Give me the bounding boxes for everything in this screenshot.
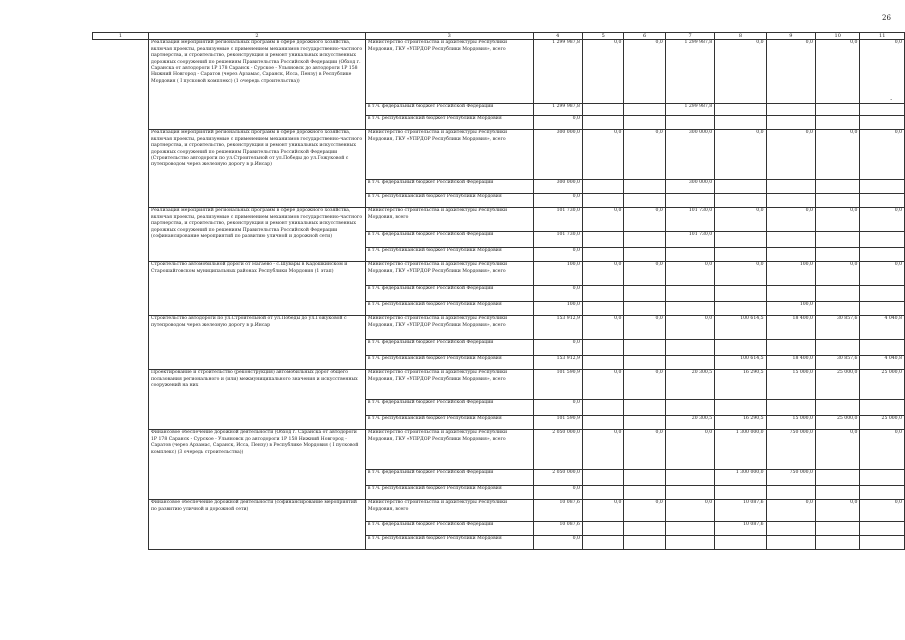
measure-name-cell: Строительство автодороги по ул.Строительной от ул.Победы до ул.Гожуковой с путепроводом через железную дорогу в р.Инсар: [149, 316, 366, 370]
column-number: 8: [715, 33, 766, 40]
amount-cell: 18 400,0: [766, 356, 815, 370]
amount-cell: [815, 302, 859, 316]
measure-name-cell: Реализация мероприятий региональных программ в сфере дорожного хозяйства, включая проекты, реализуемые с применением механизмов государственно-частного партнерства, и строительство, реконструкция и ремонт уникальных искусственных дорожных сооружений по решениям Правительства Российской Федерации (Строительство автодороги по ул.Строительной от ул.Победы до ул.Гожуковой с путепроводом через железную дорогу в р.Инсар): [149, 130, 366, 208]
measure-name-cell: Строительство автомобильной дороги от Нагаево - с.Шувары в Кадошкинском и Старошайговском муниципальных районах Республики Мордовия (1 этап): [149, 262, 366, 316]
amount-cell: 0,0: [533, 486, 582, 500]
amount-cell: 10 087,6: [533, 522, 582, 536]
amount-cell: [860, 180, 905, 194]
table-row: [149, 40, 905, 104]
amount-cell: [860, 340, 905, 356]
amount-cell: [766, 400, 815, 416]
amount-cell: 0,0: [624, 500, 665, 522]
amount-cell: [582, 400, 623, 416]
amount-cell: [766, 536, 815, 550]
amount-cell: [815, 470, 859, 486]
amount-cell: [715, 104, 766, 116]
amount-cell: [582, 116, 623, 130]
amount-cell: 1 300 000,0: [715, 430, 766, 470]
amount-cell: [860, 248, 905, 262]
amount-cell: [624, 248, 665, 262]
amount-cell: 0,0: [860, 262, 905, 286]
column-number: 4: [533, 33, 582, 40]
amount-cell: [624, 104, 665, 116]
amount-cell: [582, 340, 623, 356]
amount-cell: [715, 302, 766, 316]
column-number: 5: [582, 33, 623, 40]
amount-cell: 0,0: [815, 40, 859, 104]
amount-cell: [624, 416, 665, 430]
amount-cell: 30 857,6: [815, 316, 859, 340]
amount-cell: [582, 356, 623, 370]
amount-cell: 0,0: [624, 40, 665, 104]
amount-cell: [665, 248, 714, 262]
amount-cell: 0,0: [533, 340, 582, 356]
amount-cell: [582, 232, 623, 248]
amount-cell: [766, 194, 815, 208]
amount-cell: 0,0: [715, 208, 766, 232]
amount-cell: 1 300 000,0: [715, 470, 766, 486]
amount-cell: 0,0: [665, 500, 714, 522]
column-number: 9: [766, 33, 815, 40]
amount-cell: 0,0: [533, 194, 582, 208]
executor-cell: в т.ч. республиканский бюджет Республики Мордовия: [365, 302, 533, 316]
amount-cell: [665, 286, 714, 302]
amount-cell: [860, 400, 905, 416]
amount-cell: [665, 486, 714, 500]
amount-cell: 15 000,0: [766, 416, 815, 430]
amount-cell: [715, 400, 766, 416]
amount-cell: [715, 116, 766, 130]
amount-cell: 0,0: [533, 248, 582, 262]
amount-cell: 0,0: [665, 262, 714, 286]
amount-cell: [624, 116, 665, 130]
amount-cell: 0,0: [533, 286, 582, 302]
amount-cell: [815, 248, 859, 262]
amount-cell: 4 040,8: [860, 316, 905, 340]
amount-cell: [624, 194, 665, 208]
amount-cell: 30 857,6: [815, 356, 859, 370]
amount-cell: [665, 470, 714, 486]
budget-table: [148, 32, 905, 550]
amount-cell: 300 000,0: [665, 130, 714, 180]
amount-cell: 0,0: [860, 40, 905, 104]
amount-cell: 16 290,5: [715, 370, 766, 400]
amount-cell: [665, 194, 714, 208]
amount-cell: 750 000,0: [766, 430, 815, 470]
amount-cell: [860, 302, 905, 316]
executor-cell: в т.ч. республиканский бюджет Республики Мордовия: [365, 356, 533, 370]
amount-cell: 0,0: [582, 208, 623, 232]
amount-cell: 1 299 987,8: [665, 104, 714, 116]
executor-cell: Министерство строительства и архитектуры Республики Мордовия, ГКУ «УПРДОР Республики Мордовия», всего: [365, 316, 533, 340]
amount-cell: [815, 194, 859, 208]
amount-cell: 153 912,9: [533, 316, 582, 340]
amount-cell: [815, 536, 859, 550]
amount-cell: 300 000,0: [533, 180, 582, 194]
amount-cell: [860, 232, 905, 248]
amount-cell: [665, 340, 714, 356]
amount-cell: 2 050 000,0: [533, 470, 582, 486]
measure-name-cell: Проектирование и строительство (реконструкция) автомобильных дорог общего пользования регионального и (или) межмуниципального значения и искусственных сооружений на них: [149, 370, 366, 430]
amount-cell: 0,0: [582, 262, 623, 286]
amount-cell: 0,0: [533, 116, 582, 130]
amount-cell: 100,0: [533, 262, 582, 286]
column-number: 3: [365, 33, 533, 40]
amount-cell: 0,0: [766, 40, 815, 104]
amount-cell: [715, 180, 766, 194]
amount-cell: [624, 522, 665, 536]
amount-cell: [624, 180, 665, 194]
executor-cell: в т.ч. республиканский бюджет Республики Мордовия: [365, 416, 533, 430]
amount-cell: [766, 248, 815, 262]
amount-cell: [715, 286, 766, 302]
amount-cell: 0,0: [766, 500, 815, 522]
amount-cell: 15 000,0: [766, 370, 815, 400]
amount-cell: 0,0: [533, 400, 582, 416]
amount-cell: [624, 286, 665, 302]
amount-cell: [766, 340, 815, 356]
amount-cell: 0,0: [715, 262, 766, 286]
amount-cell: 10 087,6: [715, 522, 766, 536]
amount-cell: 0,0: [860, 130, 905, 180]
executor-cell: в т.ч. федеральный бюджет Российской Федерации: [365, 104, 533, 116]
executor-cell: в т.ч. федеральный бюджет Российской Федерации: [365, 522, 533, 536]
amount-cell: [815, 116, 859, 130]
amount-cell: [766, 104, 815, 116]
amount-cell: [815, 400, 859, 416]
amount-cell: 0,0: [624, 262, 665, 286]
amount-cell: [766, 486, 815, 500]
executor-cell: в т.ч. федеральный бюджет Российской Федерации: [365, 400, 533, 416]
amount-cell: [766, 522, 815, 536]
amount-cell: [624, 340, 665, 356]
amount-cell: [860, 522, 905, 536]
executor-cell: Министерство строительства и архитектуры Республики Мордовия, всего: [365, 500, 533, 522]
amount-cell: 18 400,0: [766, 316, 815, 340]
amount-cell: 750 000,0: [766, 470, 815, 486]
amount-cell: 0,0: [860, 208, 905, 232]
amount-cell: [715, 340, 766, 356]
column-number: 7: [665, 33, 714, 40]
amount-cell: [624, 536, 665, 550]
table-row: [149, 430, 905, 470]
amount-cell: 0,0: [815, 500, 859, 522]
executor-cell: в т.ч. федеральный бюджет Российской Федерации: [365, 180, 533, 194]
amount-cell: 16 290,5: [715, 416, 766, 430]
amount-cell: 0,0: [582, 430, 623, 470]
amount-cell: 0,0: [624, 208, 665, 232]
amount-cell: [665, 116, 714, 130]
table-row: [149, 262, 905, 286]
amount-cell: 101 590,9: [533, 416, 582, 430]
amount-cell: [582, 194, 623, 208]
amount-cell: 25 000,0: [860, 370, 905, 400]
executor-cell: в т.ч. республиканский бюджет Республики Мордовия: [365, 248, 533, 262]
executor-cell: Министерство строительства и архитектуры Республики Мордовия, всего: [365, 208, 533, 232]
measure-name-cell: Финансовое обеспечение дорожной деятельности (софинансирование мероприятий по развитию уличной и дорожной сети): [149, 500, 366, 550]
amount-cell: [624, 400, 665, 416]
executor-cell: в т.ч. республиканский бюджет Республики Мордовия: [365, 486, 533, 500]
amount-cell: 0,0: [533, 536, 582, 550]
amount-cell: [766, 180, 815, 194]
amount-cell: 0,0: [815, 208, 859, 232]
amount-cell: [860, 536, 905, 550]
amount-cell: [815, 180, 859, 194]
table-row: [149, 130, 905, 180]
executor-cell: Министерство строительства и архитектуры Республики Мордовия, ГКУ «УПРДОР Республики Мордовия», всего: [365, 370, 533, 400]
amount-cell: 100,0: [766, 262, 815, 286]
amount-cell: 25 000,0: [815, 370, 859, 400]
executor-cell: Министерство строительства и архитектуры Республики Мордовия, ГКУ «УПРДОР Республики Мордовия», всего: [365, 262, 533, 286]
amount-cell: [665, 302, 714, 316]
amount-cell: 0,0: [582, 370, 623, 400]
amount-cell: [715, 486, 766, 500]
amount-cell: 0,0: [815, 262, 859, 286]
amount-cell: [815, 286, 859, 302]
executor-cell: Министерство строительства и архитектуры Республики Мордовия, ГКУ «УПРДОР Республики Мордовия», всего: [365, 430, 533, 470]
amount-cell: [766, 286, 815, 302]
amount-cell: [624, 486, 665, 500]
amount-cell: [582, 180, 623, 194]
table-row: [149, 316, 905, 340]
amount-cell: [860, 286, 905, 302]
amount-cell: 20 300,5: [665, 370, 714, 400]
amount-cell: 0,0: [665, 316, 714, 340]
amount-cell: [815, 104, 859, 116]
amount-cell: 1 299 987,8: [665, 40, 714, 104]
amount-cell: 100,0: [766, 302, 815, 316]
amount-cell: 101 730,0: [533, 208, 582, 232]
amount-cell: [860, 486, 905, 500]
margin-mark: ·: [890, 96, 893, 104]
amount-cell: [582, 416, 623, 430]
amount-cell: 100 614,5: [715, 316, 766, 340]
amount-cell: [582, 286, 623, 302]
amount-cell: 101 730,0: [665, 208, 714, 232]
amount-cell: [860, 104, 905, 116]
amount-cell: [815, 522, 859, 536]
column-number: 11: [860, 33, 905, 40]
amount-cell: 100,0: [533, 302, 582, 316]
executor-cell: в т.ч. федеральный бюджет Российской Федерации: [365, 232, 533, 248]
amount-cell: [582, 302, 623, 316]
amount-cell: 300 000,0: [665, 180, 714, 194]
amount-cell: [766, 232, 815, 248]
amount-cell: [665, 400, 714, 416]
measure-name-cell: Реализация мероприятий региональных программ в сфере дорожного хозяйства, включая проекты, реализуемые с применением механизмов государственно-частного партнерства, и строительство, реконструкция и ремонт уникальных искусственных дорожных сооружений по решениям Правительства Российской Федерации (Обход г. Саранска от автодороги 1Р 178 Саранск - Сурское - Ульяновск до автодороги 1Р 158 Нижний Новгород - Саратов (через Арзамас, Саранск, Исса, Пензу) в Республике Мордовия ( I пусковой комплекс) (1 очередь строительства)): [149, 40, 366, 130]
column-number: 6: [624, 33, 665, 40]
amount-cell: [715, 194, 766, 208]
amount-cell: 0,0: [624, 130, 665, 180]
amount-cell: [582, 104, 623, 116]
column-numbers-row: [149, 33, 905, 40]
amount-cell: [624, 232, 665, 248]
amount-cell: [815, 232, 859, 248]
amount-cell: [815, 340, 859, 356]
amount-cell: [860, 194, 905, 208]
amount-cell: [624, 470, 665, 486]
column-number: 10: [815, 33, 859, 40]
amount-cell: [860, 470, 905, 486]
executor-cell: в т.ч. республиканский бюджет Республики Мордовия: [365, 194, 533, 208]
amount-cell: 101 590,9: [533, 370, 582, 400]
amount-cell: 10 087,6: [533, 500, 582, 522]
amount-cell: 101 730,0: [665, 232, 714, 248]
executor-cell: Министерство строительства и архитектуры Республики Мордовия, ГКУ «УПРДОР Республики Мордовия», всего: [365, 40, 533, 104]
amount-cell: [582, 470, 623, 486]
amount-cell: 101 730,0: [533, 232, 582, 248]
table-row: [149, 208, 905, 232]
amount-cell: [715, 248, 766, 262]
amount-cell: 2 050 000,0: [533, 430, 582, 470]
amount-cell: 0,0: [715, 40, 766, 104]
amount-cell: [715, 536, 766, 550]
amount-cell: 25 000,0: [815, 416, 859, 430]
amount-cell: 0,0: [582, 40, 623, 104]
amount-cell: 1 299 987,8: [533, 40, 582, 104]
amount-cell: 0,0: [624, 430, 665, 470]
amount-cell: 0,0: [582, 316, 623, 340]
amount-cell: [624, 356, 665, 370]
amount-cell: 0,0: [624, 370, 665, 400]
amount-cell: 0,0: [582, 500, 623, 522]
executor-cell: в т.ч. республиканский бюджет Республики Мордовия: [365, 116, 533, 130]
amount-cell: [815, 486, 859, 500]
table-row: [149, 500, 905, 522]
amount-cell: 0,0: [860, 430, 905, 470]
measure-name-cell: Финансовое обеспечение дорожной деятельности (Обход г. Саранска от автодороги 1Р 178 Саранск - Сурское - Ульяновск до автодороги 1Р 158 Нижний Новгород - Саратов (через Арзамас, Саранск, Исса, Пензу) в Республике Мордовия ( I пусковой комплекс) (3 очередь строительства)): [149, 430, 366, 500]
column-number: 1: [93, 33, 149, 40]
amount-cell: 100 614,5: [715, 356, 766, 370]
column-1-header: [92, 32, 149, 40]
executor-cell: в т.ч. федеральный бюджет Российской Федерации: [365, 286, 533, 302]
amount-cell: 25 000,0: [860, 416, 905, 430]
amount-cell: 0,0: [860, 500, 905, 522]
amount-cell: 0,0: [582, 130, 623, 180]
amount-cell: 0,0: [815, 430, 859, 470]
amount-cell: 1 299 987,8: [533, 104, 582, 116]
amount-cell: [860, 116, 905, 130]
executor-cell: в т.ч. федеральный бюджет Российской Федерации: [365, 340, 533, 356]
amount-cell: [582, 522, 623, 536]
amount-cell: 0,0: [815, 130, 859, 180]
amount-cell: 0,0: [766, 130, 815, 180]
amount-cell: 4 040,8: [860, 356, 905, 370]
amount-cell: [715, 232, 766, 248]
amount-cell: [665, 536, 714, 550]
page-number: 26: [882, 14, 891, 22]
amount-cell: 0,0: [665, 430, 714, 470]
measure-name-cell: Реализация мероприятий региональных программ в сфере дорожного хозяйства, включая проекты, реализуемые с применением механизмов государственно-частного партнерства, и строительство, реконструкция и ремонт уникальных искусственных дорожных сооружений по решениям Правительства Российской Федерации (софинансирование мероприятий по развитию уличной и дорожной сети): [149, 208, 366, 262]
amount-cell: [665, 522, 714, 536]
column-number: 2: [149, 33, 366, 40]
amount-cell: 0,0: [624, 316, 665, 340]
amount-cell: 0,0: [715, 130, 766, 180]
executor-cell: Министерство строительства и архитектуры Республики Мордовия, ГКУ «УПРДОР Республики Мордовия», всего: [365, 130, 533, 180]
executor-cell: в т.ч. федеральный бюджет Российской Федерации: [365, 470, 533, 486]
amount-cell: 20 300,5: [665, 416, 714, 430]
amount-cell: [665, 356, 714, 370]
amount-cell: 153 912,9: [533, 356, 582, 370]
amount-cell: [582, 536, 623, 550]
amount-cell: 300 000,0: [533, 130, 582, 180]
amount-cell: 10 087,6: [715, 500, 766, 522]
amount-cell: [582, 248, 623, 262]
amount-cell: [766, 116, 815, 130]
amount-cell: [582, 486, 623, 500]
amount-cell: 0,0: [766, 208, 815, 232]
executor-cell: в т.ч. республиканский бюджет Республики Мордовия: [365, 536, 533, 550]
amount-cell: [624, 302, 665, 316]
table-row: [149, 370, 905, 400]
